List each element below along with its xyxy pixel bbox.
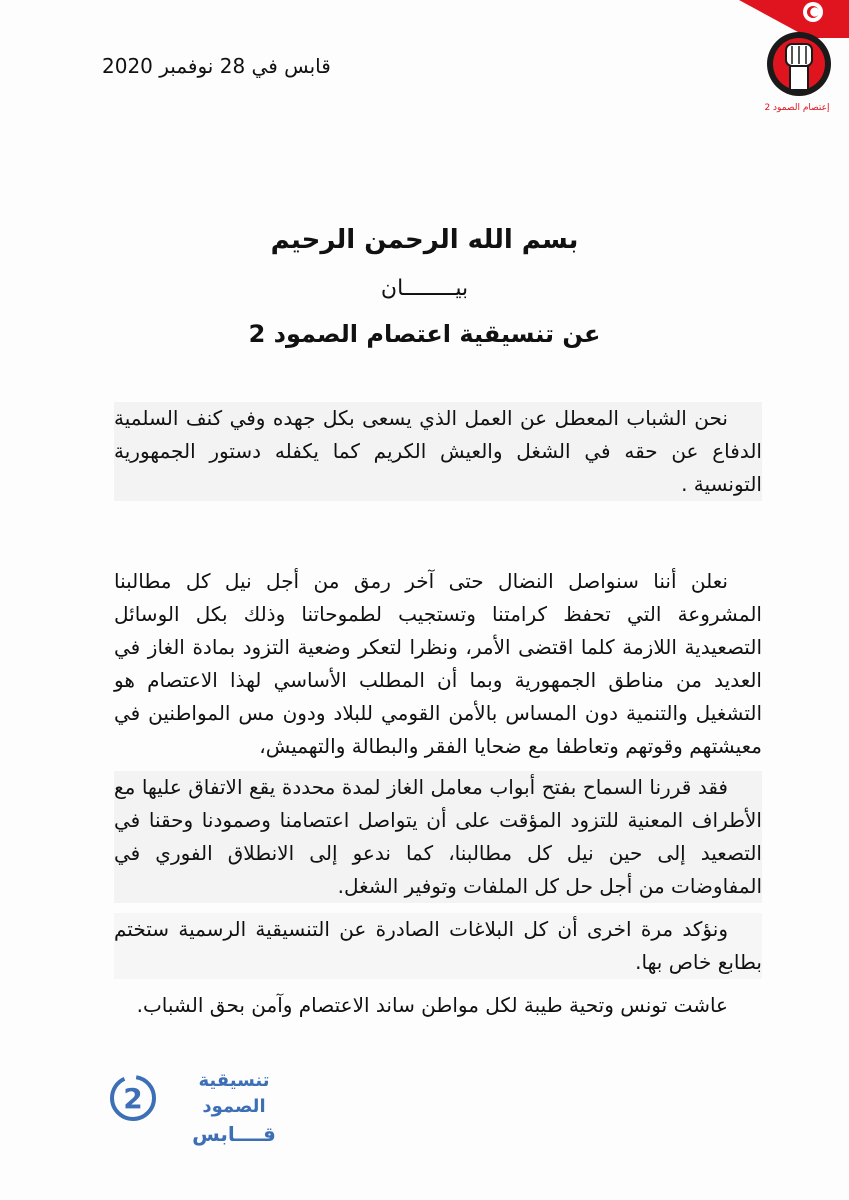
svg-text:إعتصام الصمود 2: إعتصام الصمود 2 (764, 103, 830, 113)
body-paragraph: ونؤكد مرة اخرى أن كل البلاغات الصادرة عن التنسيقية الرسمية ستختم بطابع خاص بها. (114, 913, 762, 979)
body-paragraph: فقد قررنا السماح بفتح أبواب معامل الغاز لمدة محددة يقع الاتفاق عليها مع الأطراف المعنية للتزود المؤقت على أن يتواصل اعتصامنا وصمودنا وحقنا في التصعيد إلى حين نيل كل مطالبنا، كما ندعو إلى الانطلاق الفوري في المفاوضات من أجل حل كل الملفات وتوفير الشغل. (114, 771, 762, 903)
sit-in-logo (739, 0, 849, 118)
signature-line1: تنسيقية الصمود (198, 1070, 270, 1117)
date-line: قابس في 28 نوفمبر 2020 (102, 54, 331, 78)
body-paragraph: نعلن أننا سنواصل النضال حتى آخر رمق من أجل نيل كل مطالبنا المشروعة التي تحفظ كرامتنا وتستجيب لطموحاتنا وذلك بكل الوسائل التصعيدية اللازمة كلما اقتضى الأمر، ونظرا لتعكر وضعية التزود بمادة الغاز في العديد من مناطق الجمهورية وبما أن المطلب الأساسي لهذا الاعتصام هو التشغيل والتنمية دون المساس بالأمن القومي للبلاد ودون مس المواطنين في معيشتهم وقوتهم وتعاطفا مع ضحايا الفقر والبطالة والتهميش، (114, 569, 762, 758)
coordination-signature-logo (108, 1068, 308, 1146)
basmala-heading: بسم الله الرحمن الرحيم (270, 225, 579, 255)
fist-emblem-icon (739, 0, 849, 118)
number-two-emblem-icon (108, 1070, 158, 1126)
document-subtitle: عن تنسيقية اعتصام الصمود 2 (248, 320, 601, 348)
statement-body (114, 402, 762, 1022)
heading-block (120, 220, 729, 352)
signature-line2: قــــابس (192, 1122, 276, 1146)
emblem-number: 2 (123, 1082, 143, 1115)
body-paragraph: نحن الشباب المعطل عن العمل الذي يسعى بكل جهده وفي كنف السلمية الدفاع عن حقه في الشغل والعيش الكريم كما يكفله دستور الجمهورية التونسية . (114, 402, 762, 501)
statement-label: بيــــــــان (380, 276, 469, 301)
body-paragraph: عاشت تونس وتحية طيبة لكل مواطن ساند الاعتصام وآمن بحق الشباب. (136, 993, 728, 1017)
signature-text (164, 1068, 304, 1148)
